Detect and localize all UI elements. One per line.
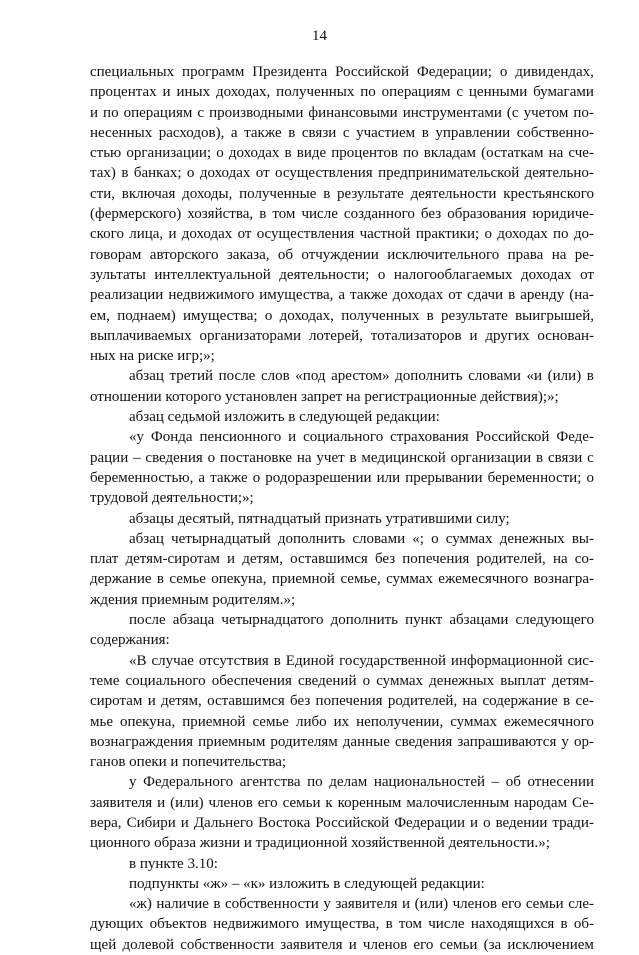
text-line (90, 569, 594, 589)
text-line (90, 772, 594, 792)
text-line-words: после абзаца четырнадцатого дополнить пункт абзацами следующего (129, 612, 594, 629)
text-line (90, 366, 594, 386)
text-line (90, 813, 594, 833)
text-line (90, 103, 594, 123)
text-line-words: и по операциям с производными финансовыми инструментами (с учетом по- (90, 104, 594, 121)
text-line-words: тах) в банках; о доходах от осуществления предпринимательской деятельно- (90, 165, 594, 182)
text-line-words: абзац третий после слов «под арестом» дополнить словами «и (или) в (129, 368, 594, 385)
text-line-words: сиротам и детям, оставшимся без попечения родителей, на содержание в се- (90, 693, 594, 710)
text-line: отношении которого установлен запрет на регистрационные действия);»; (90, 388, 559, 405)
text-line-words: реализации недвижимого имущества, а также доходах от сдачи в аренду (на- (90, 287, 594, 304)
text-line-words: держание в семье опекуна, приемной семье, суммах ежемесячного вознагра- (90, 571, 594, 588)
text-line-words: дующих объектов недвижимого имущества, в том числе находящихся в об- (90, 916, 594, 933)
text-line-words: теме социального обеспечения сведений о суммах денежных выплат детям- (90, 672, 594, 689)
text-line-words: специальных программ Президента Российской Федерации; о дивидендах, (90, 64, 594, 80)
text-line: содержания: (90, 632, 170, 649)
text-line-words: мье опекуна, приемной семье либо их неполучении, суммах ежемесячного (90, 713, 594, 730)
text-line: ждения приемным родителям.»; (90, 591, 296, 608)
text-line-words: «ж) наличие в собственности у заявителя и (или) членов его семьи сле- (129, 896, 594, 913)
text-line (90, 691, 594, 711)
text-line-words: ского лица, и доходах от осуществления частной практики; о доходах по до- (90, 226, 594, 243)
text-line (90, 468, 594, 488)
text-line (90, 793, 594, 813)
page-number: 14 (312, 28, 327, 44)
text-line (90, 285, 594, 305)
text-line (90, 894, 594, 914)
text-line-words: говорам авторского заказа, об отчуждении исключительного права на ре- (90, 246, 594, 263)
text-line-words: выплачиваемых организаторами лотерей, тотализаторов и других основан- (90, 327, 594, 344)
text-line (90, 529, 594, 549)
text-line (90, 914, 594, 934)
text-line (90, 935, 594, 955)
text-line (90, 143, 594, 163)
text-line: абзац седьмой изложить в следующей редакции: (129, 409, 440, 426)
text-line (90, 732, 594, 752)
text-line (90, 427, 594, 447)
text-line (90, 82, 594, 102)
text-line (90, 163, 594, 183)
text-line (90, 549, 594, 569)
text-line-words: сти, включая доходы, полученные в результате деятельности крестьянского (90, 185, 594, 202)
text-line (90, 224, 594, 244)
text-line-words: «у Фонда пенсионного и социального страхования Российской Феде- (129, 429, 594, 446)
text-line (90, 326, 594, 346)
text-line-words: (фермерского) хозяйства, в том числе созданного без образования юридиче- (90, 206, 594, 223)
text-line-words: стью организации; о доходах в виде процентов по вкладам (остаткам на сче- (90, 145, 594, 162)
text-line-words: щей долевой собственности заявителя и членов его семьи (за исключением (90, 936, 594, 953)
text-line-words: беременностью, а также о родоразрешении или прерывании беременности; о (90, 469, 594, 486)
text-line: ционного образа жизни и традиционной хозяйственной деятельности.»; (90, 835, 550, 852)
text-line: трудовой деятельности;»; (90, 490, 254, 507)
text-line (90, 62, 594, 82)
text-line (90, 184, 594, 204)
text-line: подпункты «ж» – «к» изложить в следующей редакции: (129, 875, 485, 892)
text-line (90, 671, 594, 691)
text-line-words: абзац четырнадцатый дополнить словами «; о суммах денежных вы- (129, 530, 594, 547)
text-line (90, 245, 594, 265)
text-line (90, 448, 594, 468)
text-line-words: рации – сведения о постановке на учет в медицинской организации в связи с (90, 449, 594, 466)
text-line-words: процентах и иных доходах, полученных по операциям с ценными бумагами (90, 84, 594, 101)
text-line-words: вера, Сибири и Дальнего Востока Российской Федерации и о ведении тради- (90, 814, 594, 831)
text-line (90, 712, 594, 732)
text-line: в пункте 3.10: (129, 855, 218, 872)
text-line-words: ем, поднаем) имущества; о доходах, полученных в результате выигрышей, (90, 307, 594, 324)
text-line-words: вознаграждения приемным родителям данные сведения запрашиваются у ор- (90, 733, 594, 750)
text-line-words: заявителя и (или) членов его семьи к коренным малочисленным народам Се- (90, 794, 594, 811)
text-line (90, 123, 594, 143)
text-line (90, 651, 594, 671)
text-line (90, 306, 594, 326)
text-line (90, 610, 594, 630)
text-line: ных на риске игр;»; (90, 348, 215, 365)
text-line-words: «В случае отсутствия в Единой государственной информационной сис- (129, 652, 594, 669)
text-line-words: зультаты интеллектуальной деятельности; о налогооблагаемых доходах от (90, 266, 594, 283)
text-line-words: плат детям-сиротам и детям, оставшимся без попечения родителей, на со- (90, 551, 594, 568)
text-line (90, 265, 594, 285)
text-line: абзацы десятый, пятнадцатый признать утратившими силу; (129, 510, 510, 527)
body-text (90, 62, 594, 955)
text-line-words: несенных расходов), а также в связи с участием в управлении собственно- (90, 124, 594, 141)
text-line (90, 204, 594, 224)
text-line: ганов опеки и попечительства; (90, 754, 287, 771)
text-line-words: у Федерального агентства по делам национальностей – об отнесении (129, 774, 594, 791)
